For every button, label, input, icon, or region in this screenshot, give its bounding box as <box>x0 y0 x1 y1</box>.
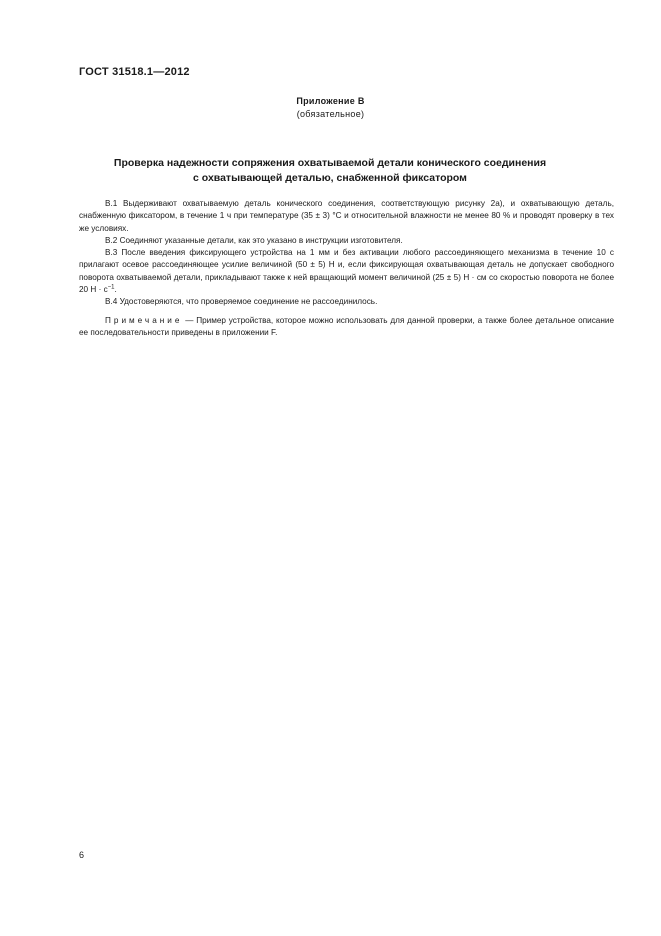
annex-title: Приложение В <box>296 96 365 106</box>
section-title-line-2: с охватывающей деталью, снабженной фиксатором <box>193 172 467 184</box>
paragraph-b4: В.4 Удостоверяются, что проверяемое соединение не рассоединилось. <box>105 297 378 307</box>
paragraph-b2: В.2 Соединяют указанные детали, как это указано в инструкции изготовителя. <box>105 235 403 245</box>
section-title-line-1: Проверка надежности сопряжения охватываемой детали конического соединения <box>113 157 547 169</box>
paragraph-b1: В.1 Выдерживают охватываемую деталь конического соединения, соответствующую рисунку 2а), и охватывающую деталь, снабженную фиксатором, в течение 1 ч при температуре (35 ± 3) °С и относительной влажности не менее 80 % и проводят проверку в тех же условиях. <box>79 199 614 233</box>
annex-type: (обязательное) <box>296 109 365 119</box>
note <box>79 315 614 340</box>
note-text: — Пример устройства, которое можно использовать для данной проверки, а также более детальное описание ее последовательности приведены в приложении F. <box>79 315 614 337</box>
standard-header: ГОСТ 31518.1—2012 <box>79 66 190 78</box>
paragraph-b3 <box>79 247 614 296</box>
paragraph-b3-end: . <box>114 285 117 295</box>
section-title <box>70 156 590 186</box>
note-label: Примечание <box>105 315 183 325</box>
annex-heading <box>0 95 661 121</box>
body-text <box>79 198 614 339</box>
paragraph-b3-text: В.3 После введения фиксирующего устройства на 1 мм и без активации любого рассоединяющего механизма в течение 10 с прилагают осевое рассоединяющее усилие величиной (50 ± 5) Н и, если фиксирующая охватывающая деталь не допускает свободного поворота охватываемой детали, прикладывают также к ней вращающий момент величиной (25 ± 5) Н · см со скоростью поворота не более 20 Н · с <box>79 248 614 295</box>
page-number: 6 <box>79 850 85 860</box>
paragraph-b3-exponent: −1 <box>107 284 115 291</box>
